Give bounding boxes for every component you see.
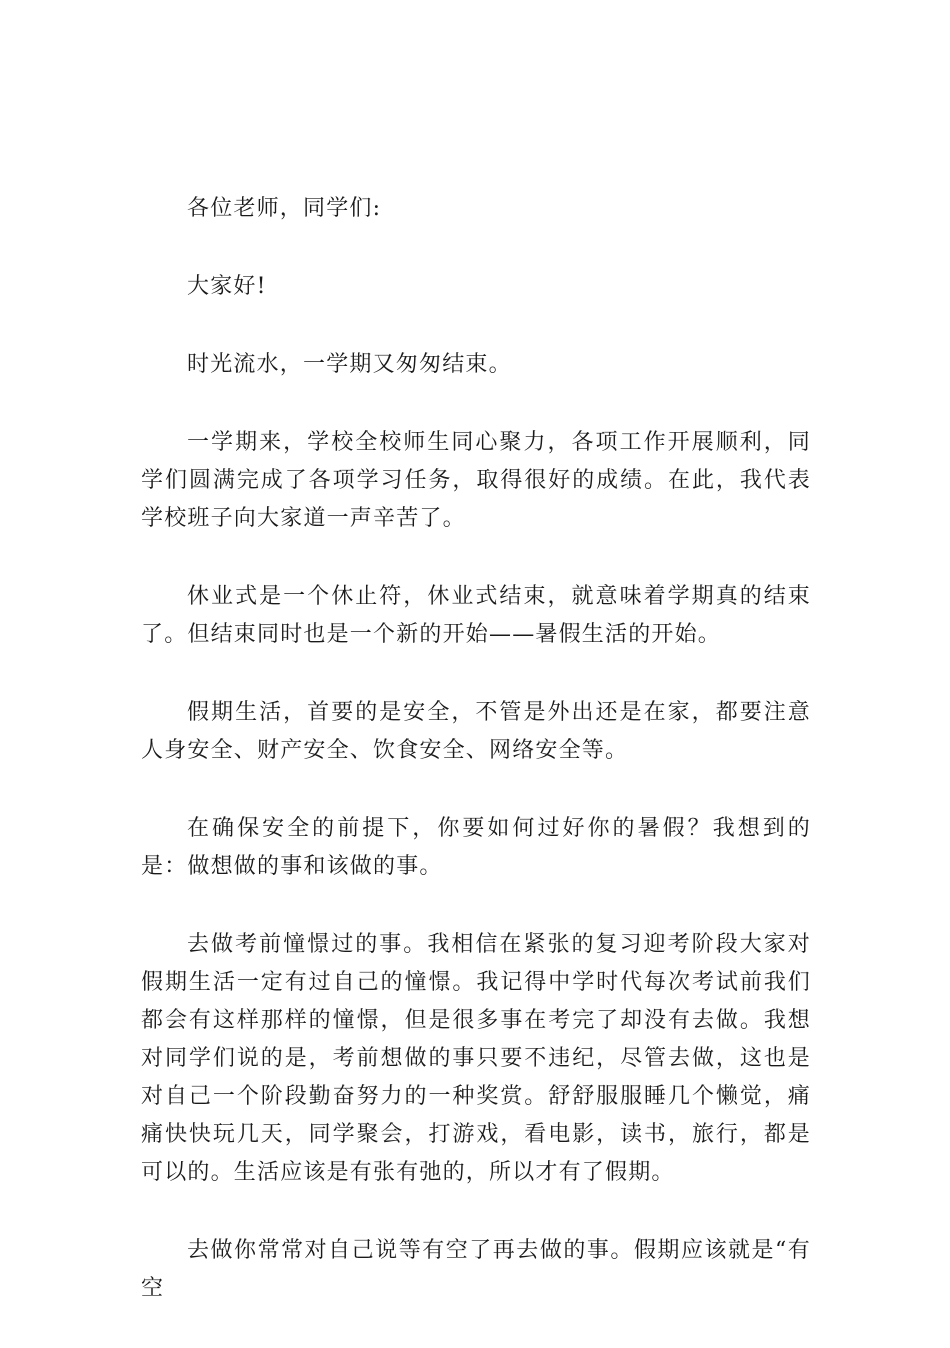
- paragraph-3: 休业式是一个休止符，休业式结束，就意味着学期真的结束了。但结束同时也是一个新的开始——暑假生活的开始。: [141, 584, 811, 647]
- paragraph-2: 一学期来，学校全校师生同心聚力，各项工作开展顺利，同学们圆满完成了各项学习任务，取得很好的成绩。在此，我代表学校班子向大家道一声辛苦了。: [141, 430, 811, 531]
- paragraph-5: 在确保安全的前提下，你要如何过好你的暑假？我想到的是：做想做的事和该做的事。: [141, 816, 811, 879]
- paragraph-6: 去做考前憧憬过的事。我相信在紧张的复习迎考阶段大家对假期生活一定有过自己的憧憬。我记得中学时代每次考试前我们都会有这样那样的憧憬，但是很多事在考完了却没有去做。我想对同学们说的是，考前想做的事只要不违纪，尽管去做，这也是对自己一个阶段勤奋努力的一种奖赏。舒舒服服睡几个懒觉，痛痛快快玩几天，同学聚会，打游戏，看电影，读书，旅行，都是可以的。生活应该是有张有弛的，所以才有了假期。: [141, 932, 811, 1185]
- paragraph-7: 去做你常常对自己说等有空了再去做的事。假期应该就是“有空: [141, 1238, 811, 1301]
- document-body: [141, 190, 811, 1348]
- paragraph-1: 时光流水，一学期又匆匆结束。: [187, 352, 512, 377]
- salutation: 大家好!: [187, 274, 267, 299]
- paragraph-4: 假期生活，首要的是安全，不管是外出还是在家，都要注意人身安全、财产安全、饮食安全、网络安全等。: [141, 700, 811, 763]
- greeting: 各位老师，同学们:: [187, 196, 382, 221]
